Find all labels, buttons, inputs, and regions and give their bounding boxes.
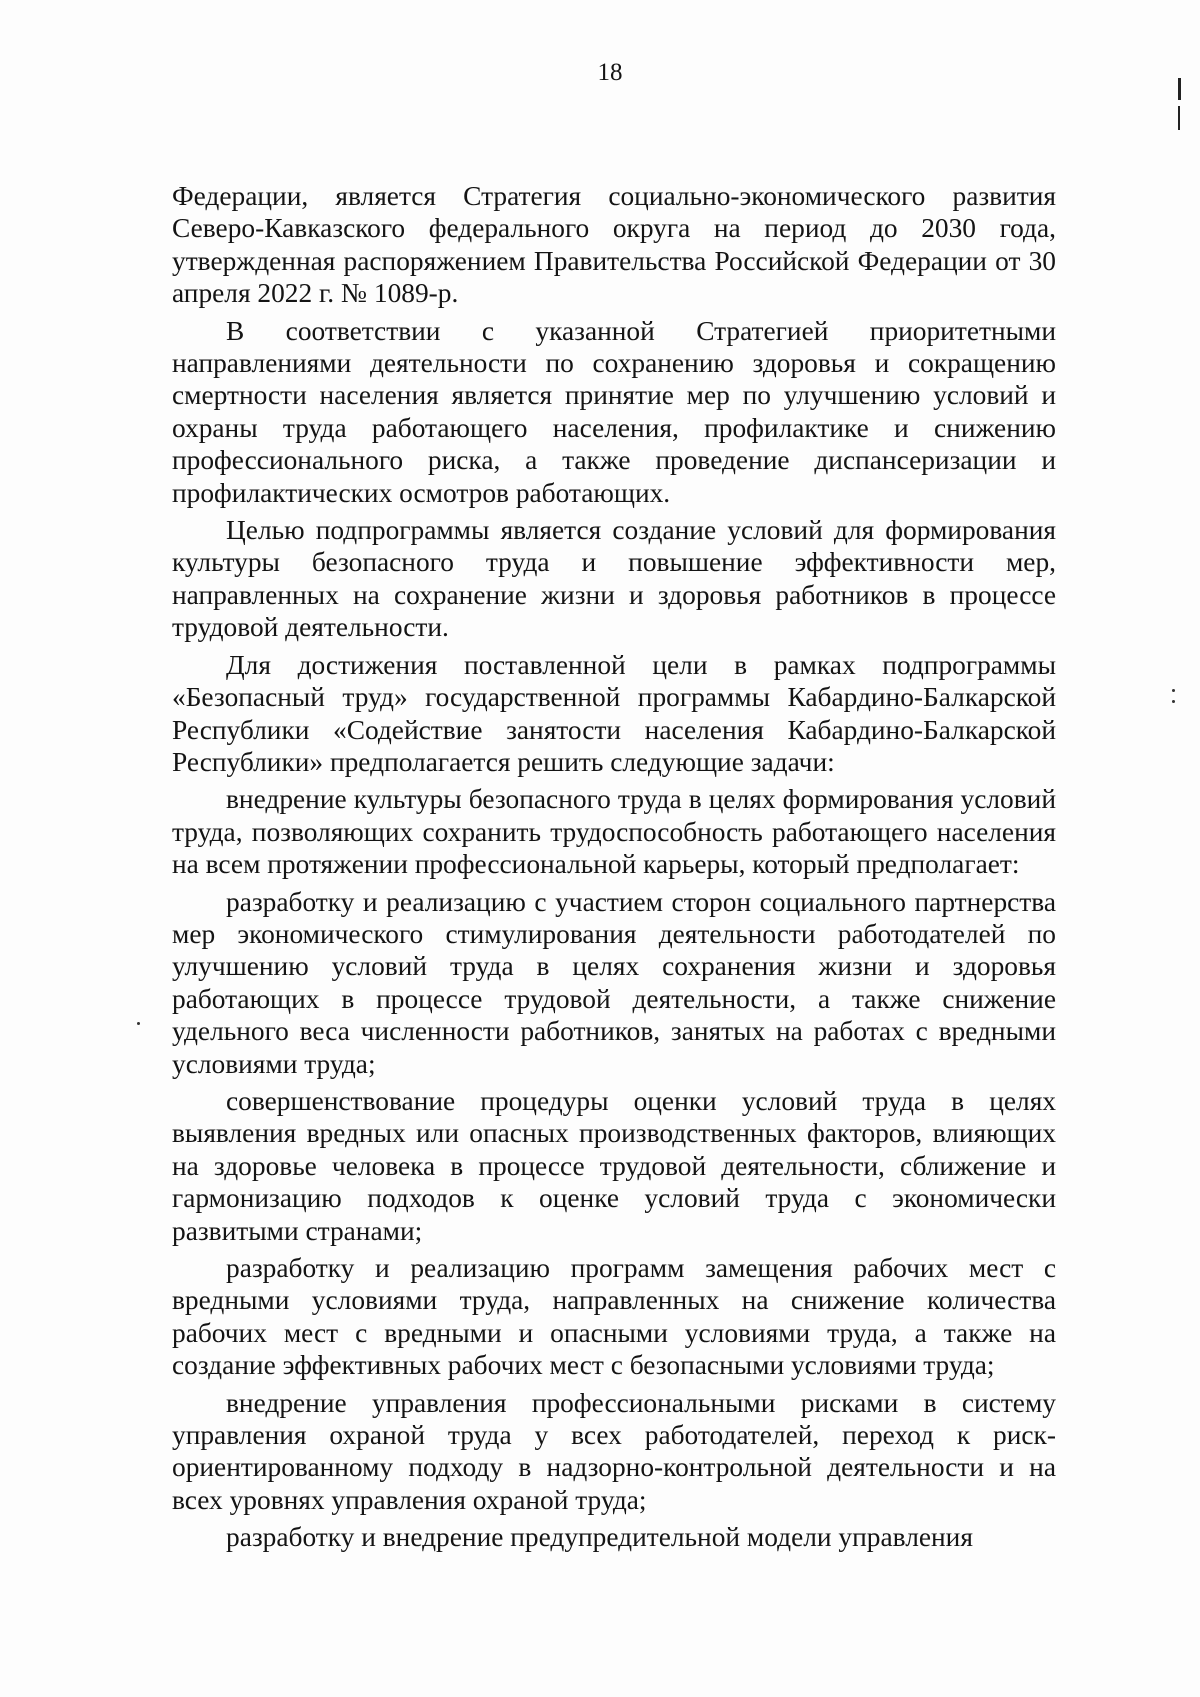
- scan-artifact-dot: [137, 1022, 140, 1025]
- scan-artifact-mark: [1178, 78, 1181, 100]
- paragraph-tasks-intro: Для достижения поставленной цели в рамках подпрограммы «Безопасный труд» государственной программы Кабардино-Балкарской Республики «Содействие занятости населения Кабардино-Балкарской Республики» предполагается решить следующие задачи:: [172, 649, 1056, 777]
- paragraph-task-preventive-model: разработку и внедрение предупредительной модели управления: [226, 1522, 973, 1553]
- paragraph-task-safety-culture: внедрение культуры безопасного труда в целях формирования условий труда, позволяющих сохранить трудоспособность работающего населения на всем протяжении профессиональной карьеры, который предполагает:: [172, 784, 1056, 880]
- scan-artifact-mark: [1178, 106, 1180, 130]
- page-number: 18: [597, 59, 623, 86]
- paragraph-task-risk-management: внедрение управления профессиональными рисками в систему управления охраной труда у всех работодателей, переход к риск-ориентированному подходу в надзорно-контрольной деятельности и на всех уровнях управления охраной труда;: [172, 1387, 1056, 1515]
- paragraph-task-assessment-procedure: совершенствование процедуры оценки условий труда в целях выявления вредных или опасных производственных факторов, влияющих на здоровье человека в процессе трудовой деятельности, сближение и гармонизацию подходов к оценке условий труда с экономически развитыми странами;: [172, 1085, 1056, 1246]
- paragraph-task-economic-incentives: разработку и реализацию с участием сторон социального партнерства мер экономического стимулирования деятельности работодателей по улучшению условий труда в целях сохранения жизни и здоровья работающих в процессе трудовой деятельности, а также снижение удельного веса численности работников, занятых на работах с вредными условиями труда;: [172, 886, 1056, 1079]
- paragraph-subprogram-goal: Целью подпрограммы является создание условий для формирования культуры безопасного труда и повышение эффективности мер, направленных на сохранение жизни и здоровья работников в процессе трудовой деятельности.: [172, 515, 1056, 643]
- scan-artifact-dot: [1172, 689, 1175, 692]
- scan-artifact-dot: [1172, 700, 1175, 703]
- paragraph-continuation: Федерации, является Стратегия социально-экономического развития Северо-Кавказского федерального округа на период до 2030 года, утвержденная распоряжением Правительства Российской Федерации от 30 апреля 2022 г. № 1089-р.: [172, 181, 1056, 309]
- paragraph-strategy-priorities: В соответствии с указанной Стратегией приоритетными направлениями деятельности по сохранению здоровья и сокращению смертности населения является принятие мер по улучшению условий и охраны труда работающего населения, профилактике и снижению профессионального риска, а также проведение диспансеризации и профилактических осмотров работающих.: [172, 315, 1056, 508]
- paragraph-task-workplace-replacement: разработку и реализацию программ замещения рабочих мест с вредными условиями труда, направленных на снижение количества рабочих мест с вредными и опасными условиями труда, а также на создание эффективных рабочих мест с безопасными условиями труда;: [172, 1253, 1056, 1381]
- document-body: [172, 180, 1056, 1559]
